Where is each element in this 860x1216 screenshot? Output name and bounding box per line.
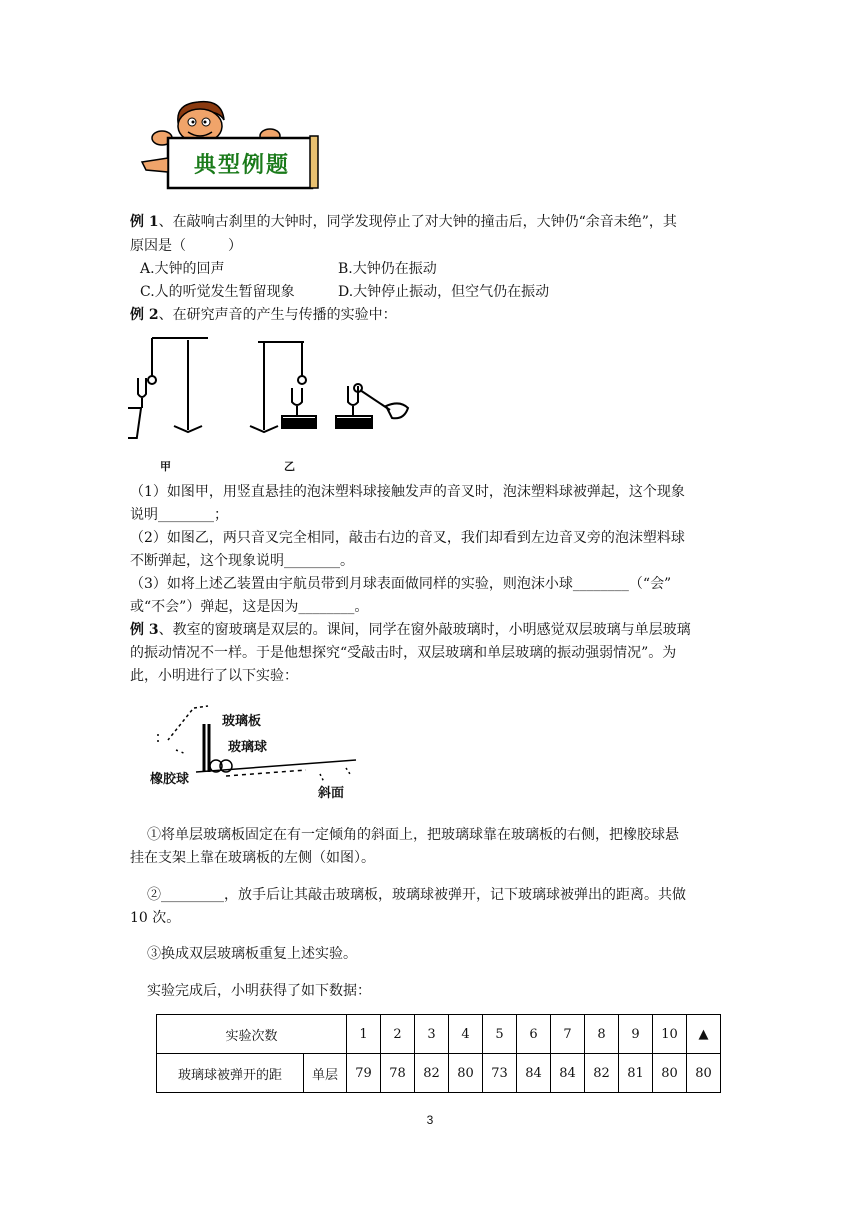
tuning-fork-figure [128, 330, 418, 475]
ex3-step2-line1: ②_________，放手后让其敲击玻璃板，玻璃球被弹开，记下玻璃球被弹出的距离。共做 [147, 887, 686, 903]
ex3-step3: ③换成双层玻璃板重复上述实验。 [147, 946, 357, 962]
trial-cell-mean: ▲ [687, 1015, 721, 1054]
ex2-q3-line2: 或“不会”）弹起，这是因为________。 [130, 599, 369, 615]
trial-cell: 7 [551, 1015, 585, 1054]
example-number: 例 1 [130, 214, 159, 230]
ex1-option-b: B.大钟仍在振动 [338, 261, 437, 277]
ex1-option-d: D.大钟停止振动，但空气仍在振动 [338, 284, 550, 300]
trial-cell: 4 [449, 1015, 483, 1054]
value-cell: 82 [415, 1054, 449, 1093]
trial-cell: 3 [415, 1015, 449, 1054]
value-cell-mean: 80 [687, 1054, 721, 1093]
value-cell: 81 [619, 1054, 653, 1093]
ex3-step1-line1: ①将单层玻璃板固定在有一定倾角的斜面上，把玻璃球靠在玻璃板的右侧，把橡胶球悬 [147, 827, 679, 843]
trial-cell: 5 [483, 1015, 517, 1054]
page-number: 3 [426, 1113, 434, 1127]
value-cell: 79 [347, 1054, 381, 1093]
trial-cell: 9 [619, 1015, 653, 1054]
trial-cell: 6 [517, 1015, 551, 1054]
ex1-option-c: C.人的听觉发生暂留现象 [140, 284, 295, 300]
trial-cell: 2 [381, 1015, 415, 1054]
fig-label-glass-ball: 玻璃球 [228, 740, 268, 755]
trial-cell: 10 [653, 1015, 687, 1054]
banner-title: 典型例题 [193, 152, 290, 178]
trial-cell: 1 [347, 1015, 381, 1054]
ex3-line3: 此，小明进行了以下实验： [130, 668, 298, 684]
ex2-q2-line2: 不断弹起，这个现象说明________。 [130, 553, 354, 569]
example-banner [138, 100, 320, 192]
ex2-q1-line2: 说明________； [130, 507, 228, 523]
value-cell: 80 [449, 1054, 483, 1093]
ex2-title: 例 2、在研究声音的产生与传播的实验中： [130, 307, 397, 323]
row-label: 玻璃球被弹开的距 [157, 1054, 304, 1093]
tuning-fork-apparatus-icon [128, 330, 418, 475]
value-cell: 84 [551, 1054, 585, 1093]
fig-label-rubber-ball: 橡胶球 [150, 772, 190, 787]
ex2-q3-line1: （3）如将上述乙装置由宇航员带到月球表面做同样的实验，则泡沫小球________（“会” [130, 576, 672, 592]
ex1-option-a: A.大钟的回声 [140, 261, 225, 277]
ex3-after-text: 实验完成后，小明获得了如下数据： [147, 983, 371, 999]
value-cell: 84 [517, 1054, 551, 1093]
ex3-step1-line2: 挂在支架上靠在玻璃板的左侧（如图）。 [130, 850, 375, 866]
fig-label-jia: 甲 [160, 460, 171, 473]
value-cell: 82 [585, 1054, 619, 1093]
trial-cell: 8 [585, 1015, 619, 1054]
table-row-single-layer [157, 1054, 721, 1093]
fig-label-slope: 斜面 [318, 786, 345, 801]
ex1-question-line2: 原因是（ ） [130, 238, 242, 254]
header-label: 实验次数 [157, 1015, 347, 1054]
experiment-data-table [156, 1014, 721, 1093]
example-number: 例 2 [130, 307, 159, 323]
ex1-question-line1: 例 1、在敲响古刹里的大钟时，同学发现停止了对大钟的撞击后，大钟仍“余音未绝”，其 [130, 214, 677, 230]
ex3-line2: 的振动情况不一样。于是他想探究“受敲击时，双层玻璃和单层玻璃的振动强弱情况”。为 [130, 645, 677, 661]
value-cell: 78 [381, 1054, 415, 1093]
glass-experiment-figure [146, 702, 366, 802]
ex3-step2-line2: 10 次。 [130, 910, 181, 926]
value-cell: 73 [483, 1054, 517, 1093]
row-sublabel: 单层 [304, 1054, 347, 1093]
ex2-q2-line1: （2）如图乙，两只音叉完全相同，敲击右边的音叉，我们却看到左边音叉旁的泡沫塑料球 [130, 530, 685, 546]
ex2-q1-line1: （1）如图甲，用竖直悬挂的泡沫塑料球接触发声的音叉时，泡沫塑料球被弹起，这个现象 [130, 484, 685, 500]
value-cell: 80 [653, 1054, 687, 1093]
example-number: 例 3 [130, 622, 159, 638]
fig-label-glass-plate: 玻璃板 [222, 714, 262, 729]
ex3-line1: 例 3、教室的窗玻璃是双层的。课间，同学在窗外敲玻璃时，小明感觉双层玻璃与单层玻璃 [130, 622, 691, 638]
table-header-row [157, 1015, 721, 1054]
fig-label-yi: 乙 [284, 460, 295, 473]
